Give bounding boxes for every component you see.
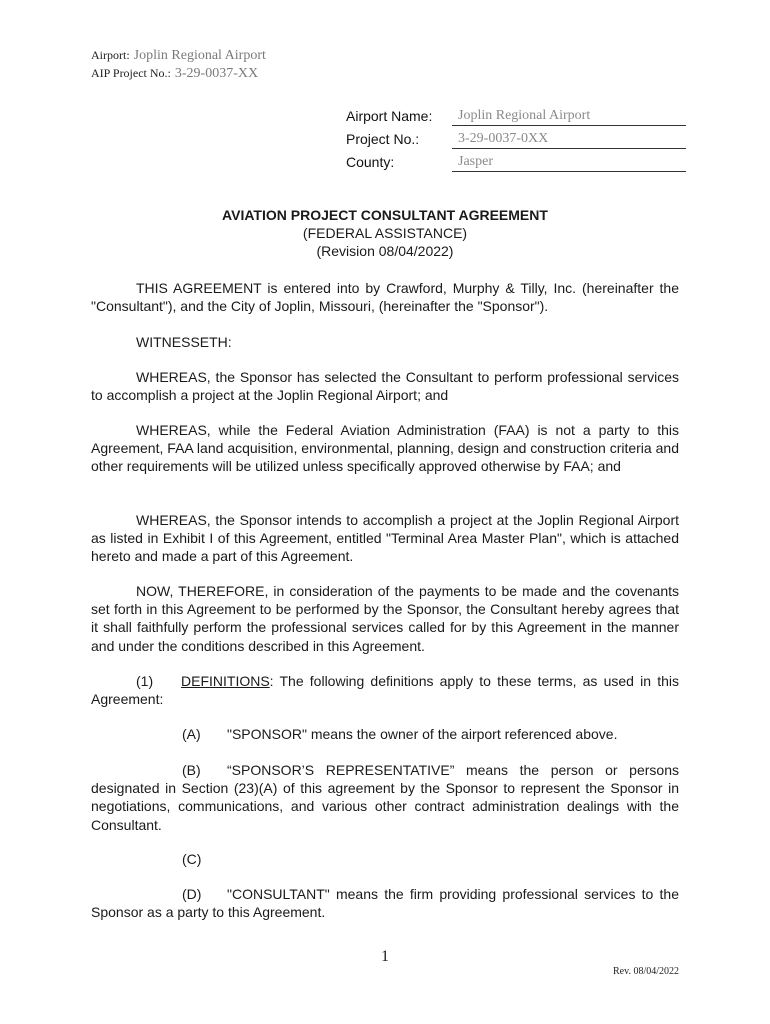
county-row	[346, 150, 686, 172]
project-no-row	[346, 127, 686, 149]
page-number: 1	[381, 948, 389, 965]
definition-text: "CONSULTANT" means the firm providing professional services to the Sponsor as a party to this Agreement.	[91, 886, 679, 921]
footer-revision: Rev. 08/04/2022	[613, 966, 680, 977]
definitions-heading: DEFINITIONS	[181, 673, 270, 689]
header-aip-label: AIP Project No.:	[91, 66, 171, 80]
airport-name-row	[346, 104, 686, 126]
definition-text: “SPONSOR’S REPRESENTATIVE” means the person or persons designated in Section (23)(A) of this agreement by the Sponsor to represent the Sponsor in negotiations, communications, and various other contract administration dealings with the Consultant.	[91, 762, 679, 833]
definition-item	[91, 725, 679, 743]
now-therefore-paragraph: NOW, THEREFORE, in consideration of the payments to be made and the covenants set forth in this Agreement to be performed by the Sponsor, the Consultant hereby agrees that it shall faithfully perform the professional services called for by this Agreement in the manner and under the conditions described in this Agreement.	[91, 583, 679, 654]
intro-paragraph: THIS AGREEMENT is entered into by Crawford, Murphy & Tilly, Inc. (hereinafter the "Consultant"), and the City of Joplin, Missouri, (hereinafter the "Sponsor").	[91, 280, 679, 315]
header-airport-label: Airport:	[91, 48, 130, 62]
whereas-paragraph-2: WHEREAS, while the Federal Aviation Administration (FAA) is not a party to this Agreement, FAA land acquisition, environmental, planning, design and construction criteria and other requirements will be utilized unless specifically approved otherwise by FAA; and	[91, 422, 679, 475]
whereas-paragraph-3: WHEREAS, the Sponsor intends to accomplish a project at the Joplin Regional Airport as listed in Exhibit I of this Agreement, entitled "Terminal Area Master Plan", which is attached hereto and made a part of this Agreement.	[91, 512, 679, 565]
header-airport	[91, 48, 266, 64]
header-airport-value: Joplin Regional Airport	[133, 48, 266, 63]
agreement-title: AVIATION PROJECT CONSULTANT AGREEMENT	[222, 207, 548, 223]
definition-letter: (A)	[182, 726, 201, 742]
definitions-intro: : The following definitions apply to these terms, as used in this Agreement:	[91, 673, 679, 708]
definitions-section	[91, 672, 679, 708]
airport-name-label: Airport Name:	[346, 108, 433, 124]
definition-letter: (B)	[182, 762, 201, 778]
project-no-field[interactable]: 3-29-0037-0XX	[452, 129, 686, 149]
definitions-number: (1)	[136, 673, 154, 689]
agreement-subtitle: (FEDERAL ASSISTANCE)	[302, 225, 468, 241]
definition-text: "SPONSOR" means the owner of the airport referenced above.	[227, 726, 618, 742]
definition-letter: (D)	[182, 886, 202, 902]
whereas-paragraph-1: WHEREAS, the Sponsor has selected the Consultant to perform professional services to accomplish a project at the Joplin Regional Airport; and	[91, 369, 679, 404]
project-no-label: Project No.:	[346, 131, 420, 147]
definition-letter: (C)	[182, 851, 202, 867]
county-field[interactable]: Jasper	[452, 152, 686, 172]
agreement-revision: (Revision 08/04/2022)	[316, 243, 454, 259]
county-label: County:	[346, 154, 395, 170]
definition-item	[91, 761, 679, 834]
definition-item	[91, 885, 679, 921]
header-aip-project	[91, 66, 258, 82]
airport-name-field[interactable]: Joplin Regional Airport	[452, 106, 686, 126]
header-aip-value: 3-29-0037-XX	[174, 66, 259, 81]
witnesseth-heading: WITNESSETH:	[136, 334, 232, 350]
definition-item	[91, 850, 679, 868]
